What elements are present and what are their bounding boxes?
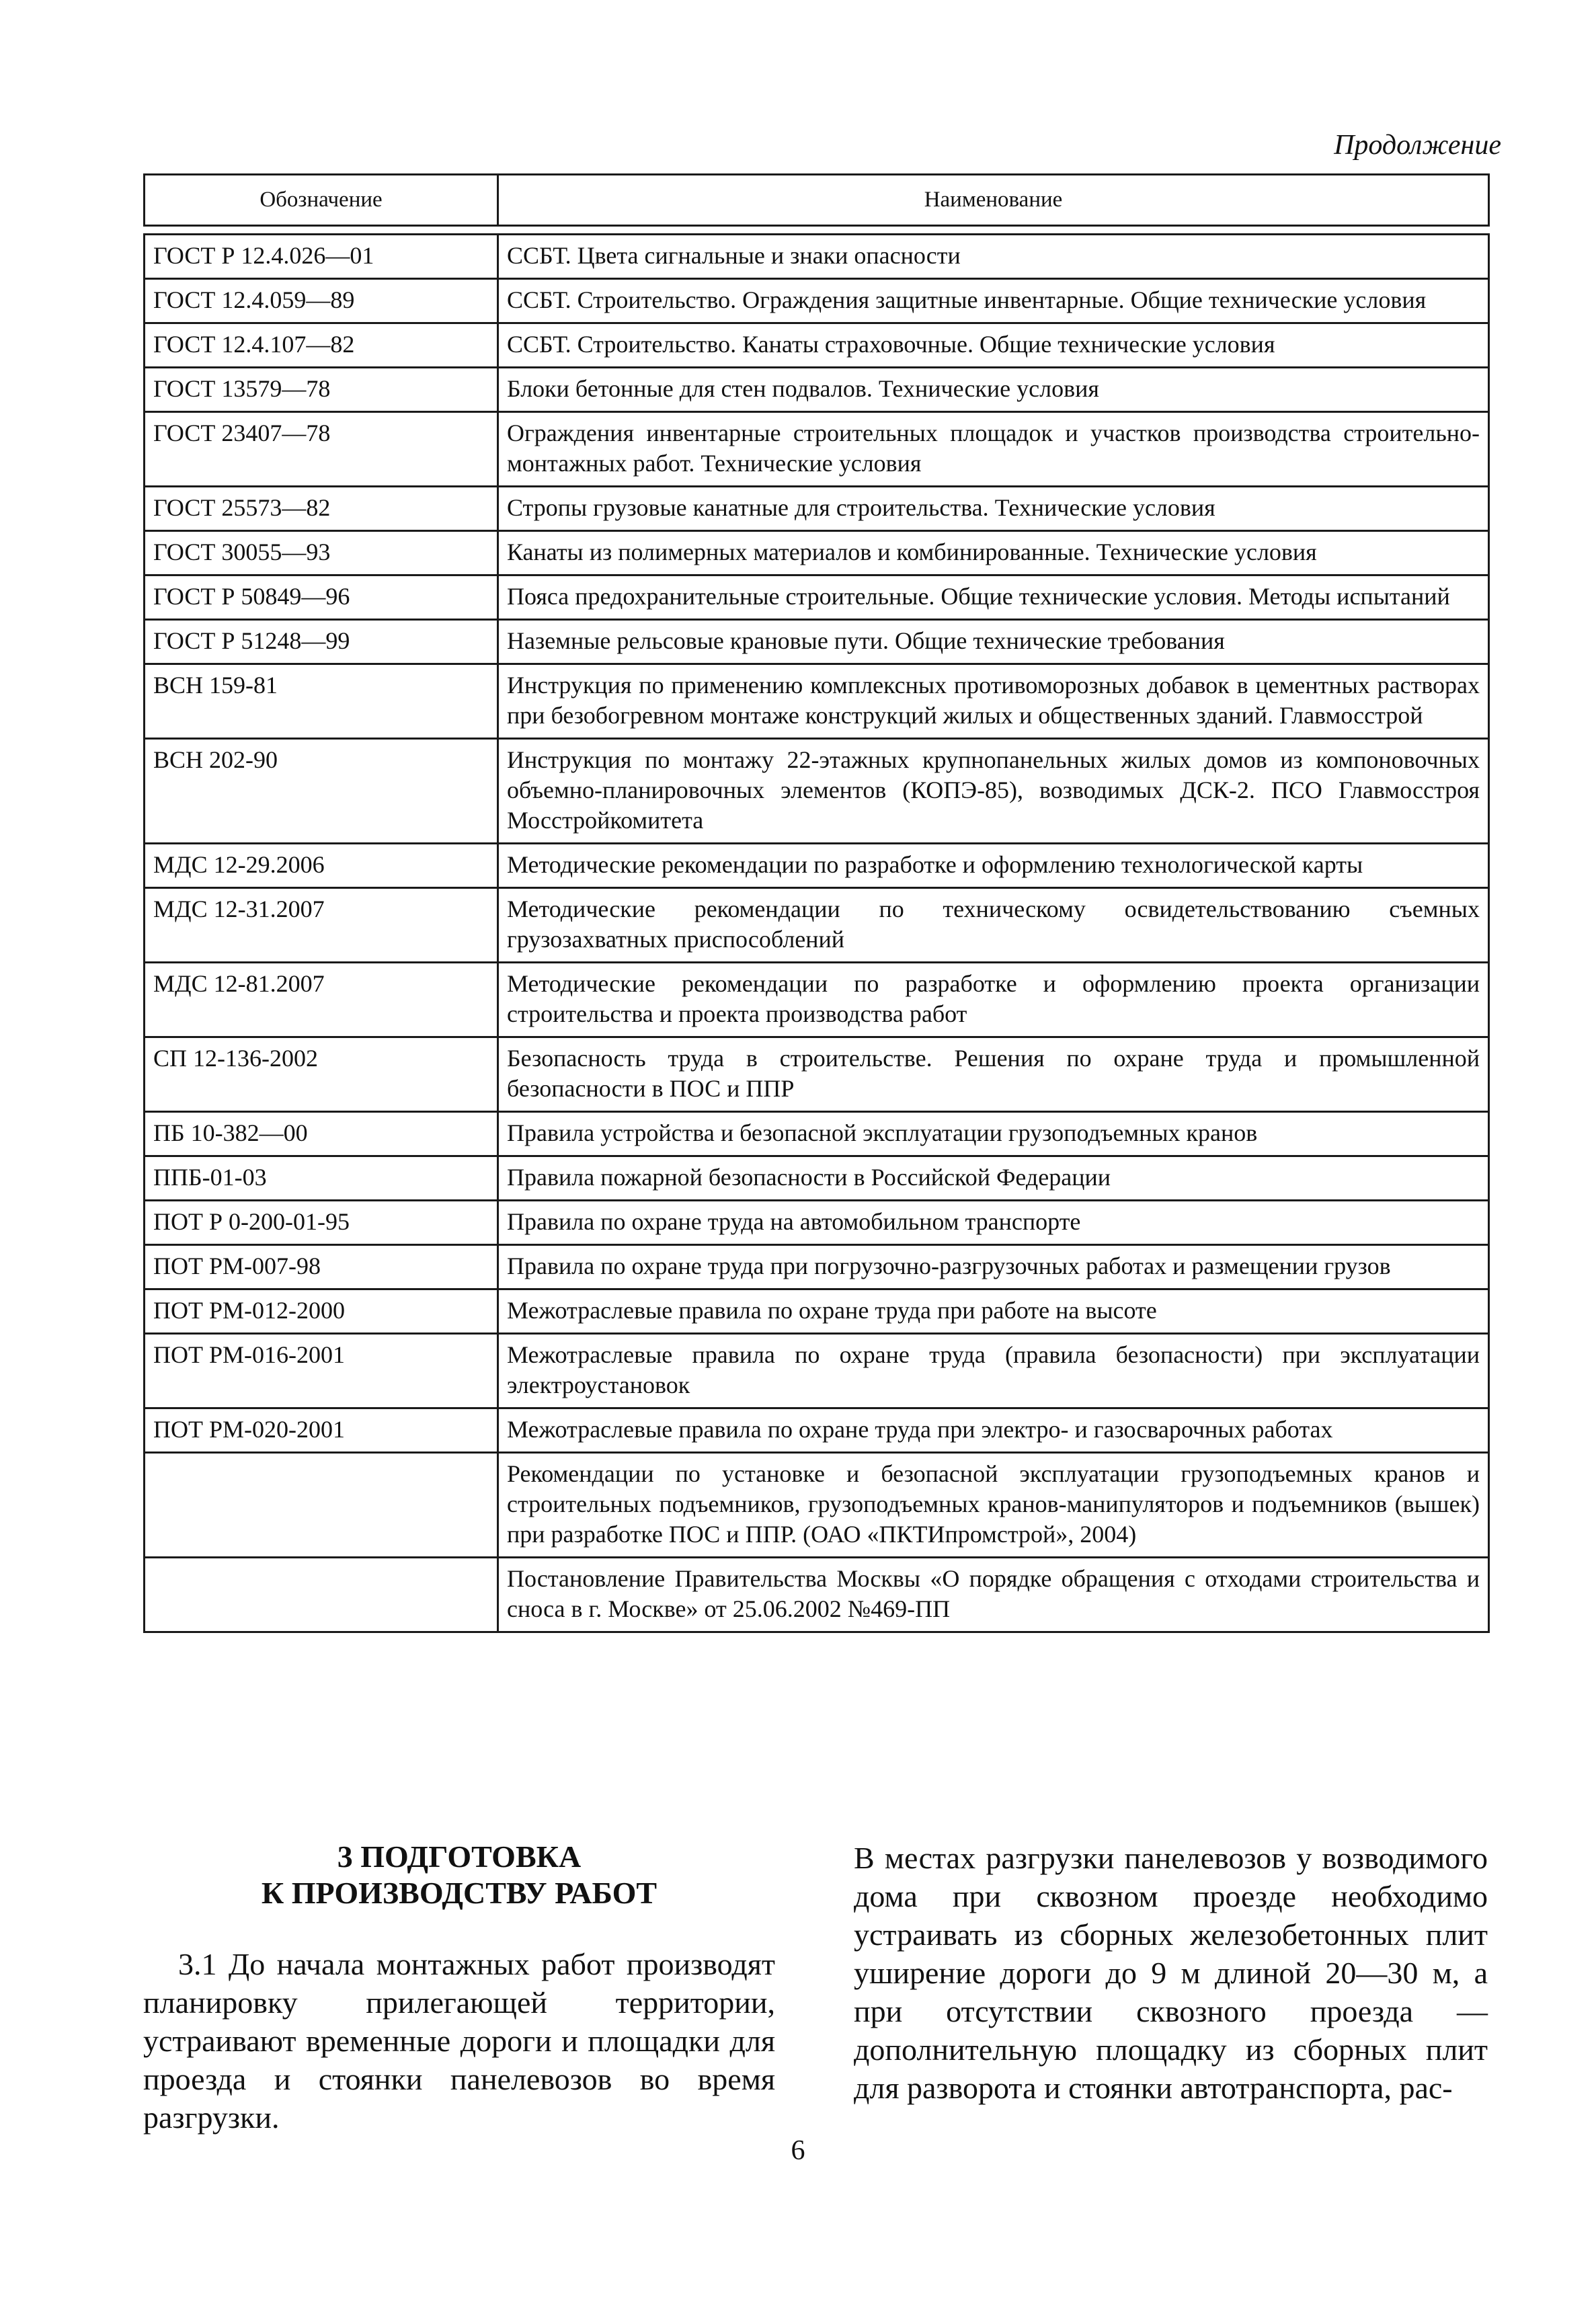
cell-name: Безопасность труда в строительстве. Решения по охране труда и промышленной безопасности в ПОС и ППР: [498, 1037, 1489, 1112]
cell-name: Методические рекомендации по разработке и оформлению проекта организации строительства и проекта производства работ: [498, 963, 1489, 1037]
column-header-name: Наименование: [498, 175, 1489, 226]
cell-designation: ПОТ РМ-020-2001: [145, 1408, 498, 1453]
cell-designation: ГОСТ 12.4.059—89: [145, 279, 498, 323]
section-title-line-2: К ПРОИЗВОДСТВУ РАБОТ: [261, 1876, 657, 1910]
section-title: [143, 1839, 775, 1911]
cell-name: Правила пожарной безопасности в Российской Федерации: [498, 1156, 1489, 1201]
cell-name: Постановление Правительства Москвы «О порядке обращения с отходами строительства и сноса в г. Москве» от 25.06.2002 №469-ПП: [498, 1558, 1489, 1632]
table-row: [145, 1408, 1489, 1453]
cell-designation: МДС 12-29.2006: [145, 844, 498, 888]
table-row: [145, 844, 1489, 888]
cell-name: ССБТ. Строительство. Канаты страховочные. Общие технические условия: [498, 323, 1489, 368]
cell-name: Межотраслевые правила по охране труда при работе на высоте: [498, 1289, 1489, 1334]
table-row: [145, 739, 1489, 844]
cell-name: Рекомендации по установке и безопасной эксплуатации грузоподъемных кранов и строительных подъемников, грузоподъемных кранов-манипуляторов и подъемников (вышек) при разработке ПОС и ППР. (ОАО «ПКТИпромстрой», 2004): [498, 1453, 1489, 1558]
table-row: [145, 1453, 1489, 1558]
table-row: [145, 1334, 1489, 1408]
cell-name: Пояса предохранительные строительные. Общие технические условия. Методы испытаний: [498, 575, 1489, 620]
table-row: [145, 1245, 1489, 1289]
cell-designation: ВСН 159-81: [145, 664, 498, 739]
table-row: [145, 1201, 1489, 1245]
table-row: [145, 235, 1489, 279]
cell-name: Правила по охране труда при погрузочно-разгрузочных работах и размещении грузов: [498, 1245, 1489, 1289]
cell-designation: ГОСТ Р 51248—99: [145, 620, 498, 664]
cell-designation: ГОСТ 12.4.107—82: [145, 323, 498, 368]
cell-designation: [145, 1453, 498, 1558]
cell-name: Стропы грузовые канатные для строительства. Технические условия: [498, 487, 1489, 531]
cell-name: Блоки бетонные для стен подвалов. Технические условия: [498, 368, 1489, 412]
table-row: [145, 575, 1489, 620]
continuation-label: Продолжение: [1334, 130, 1501, 161]
table-row: [145, 323, 1489, 368]
cell-name: Канаты из полимерных материалов и комбинированные. Технические условия: [498, 531, 1489, 575]
cell-designation: ПОТ РМ-012-2000: [145, 1289, 498, 1334]
table-row: [145, 664, 1489, 739]
cell-name: Инструкция по монтажу 22-этажных крупнопанельных жилых домов из компоновочных объемно-планировочных элементов (КОПЭ-85), возводимых ДСК-2. ПСО Главмосстроя Мосстройкомитета: [498, 739, 1489, 844]
page-number: 6: [791, 2135, 805, 2166]
cell-name: Методические рекомендации по разработке и оформлению технологической карты: [498, 844, 1489, 888]
table-row: [145, 1156, 1489, 1201]
cell-designation: ПОТ Р 0-200-01-95: [145, 1201, 498, 1245]
cell-name: ССБТ. Цвета сигнальные и знаки опасности: [498, 235, 1489, 279]
cell-designation: ГОСТ 30055—93: [145, 531, 498, 575]
table-row: [145, 1558, 1489, 1632]
cell-designation: МДС 12-31.2007: [145, 888, 498, 963]
paragraph-left-column: 3.1 До начала монтажных работ производят планировку прилегающей территории, устраивают временные дороги и площадки для проезда и стоянки панелевозов во время разгрузки.: [143, 1947, 775, 2135]
cell-designation: ГОСТ 13579—78: [145, 368, 498, 412]
cell-name: Инструкция по применению комплексных противоморозных добавок в цементных растворах при безобогревном монтаже конструкций жилых и общественных зданий. Главмосстрой: [498, 664, 1489, 739]
cell-name: Наземные рельсовые крановые пути. Общие технические требования: [498, 620, 1489, 664]
cell-designation: ПБ 10-382—00: [145, 1112, 498, 1156]
table-row: [145, 1289, 1489, 1334]
cell-designation: МДС 12-81.2007: [145, 963, 498, 1037]
table-row: [145, 963, 1489, 1037]
cell-designation: ГОСТ 23407—78: [145, 412, 498, 487]
cell-designation: ГОСТ Р 50849—96: [145, 575, 498, 620]
cell-designation: ГОСТ 25573—82: [145, 487, 498, 531]
table-row: [145, 279, 1489, 323]
paragraph-right-column: В местах разгрузки панелевозов у возводимого дома при сквозном проезде необходимо устраивать из сборных железобетонных плит уширение дороги до 9 м длиной 20—30 м, а при отсутствии сквозного проезда — дополнительную площадку из сборных плит для разворота и стоянки автотранспорта, рас-: [854, 1841, 1488, 2105]
cell-name: Правила устройства и безопасной эксплуатации грузоподъемных кранов: [498, 1112, 1489, 1156]
cell-name: Методические рекомендации по техническому освидетельствованию съемных грузозахватных приспособлений: [498, 888, 1489, 963]
cell-designation: ППБ-01-03: [145, 1156, 498, 1201]
table-header-row: [145, 175, 1489, 226]
table-row: [145, 531, 1489, 575]
cell-name: Межотраслевые правила по охране труда при электро- и газосварочных работах: [498, 1408, 1489, 1453]
references-table: [143, 173, 1490, 1633]
cell-designation: ВСН 202-90: [145, 739, 498, 844]
cell-designation: СП 12-136-2002: [145, 1037, 498, 1112]
cell-name: Правила по охране труда на автомобильном транспорте: [498, 1201, 1489, 1245]
table-row: [145, 368, 1489, 412]
table-row: [145, 487, 1489, 531]
table-row: [145, 1112, 1489, 1156]
table-row: [145, 620, 1489, 664]
cell-designation: ПОТ РМ-016-2001: [145, 1334, 498, 1408]
cell-designation: ПОТ РМ-007-98: [145, 1245, 498, 1289]
table-row: [145, 1037, 1489, 1112]
cell-name: Межотраслевые правила по охране труда (правила безопасности) при эксплуатации электроустановок: [498, 1334, 1489, 1408]
section-title-line-1: 3 ПОДГОТОВКА: [337, 1839, 582, 1874]
table-row: [145, 412, 1489, 487]
cell-name: Ограждения инвентарные строительных площадок и участков производства строительно-монтажных работ. Технические условия: [498, 412, 1489, 487]
cell-name: ССБТ. Строительство. Ограждения защитные инвентарные. Общие технические условия: [498, 279, 1489, 323]
cell-designation: ГОСТ Р 12.4.026—01: [145, 235, 498, 279]
table-row: [145, 888, 1489, 963]
table-body: [145, 235, 1489, 1632]
cell-designation: [145, 1558, 498, 1632]
column-header-designation: Обозначение: [145, 175, 498, 226]
